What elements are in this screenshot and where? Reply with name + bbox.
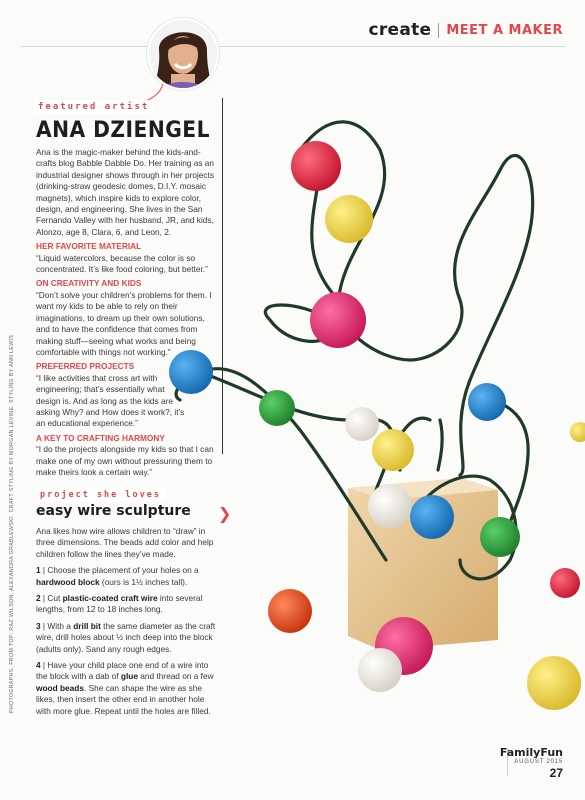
step-text: | Choose the placement of your holes on a bbox=[40, 565, 199, 576]
step-number: 3 bbox=[36, 620, 41, 631]
step bbox=[36, 660, 216, 717]
section-label: MEET A MAKER bbox=[446, 22, 563, 38]
project-intro: Ana likes how wire allows children to “draw” in three dimensions. The beads add color and help children follow the lines they’ve made. bbox=[36, 526, 214, 559]
project-title: easy wire sculpture bbox=[36, 503, 191, 519]
section-text: “Liquid watercolors, because the color is so concentrated. It’s like food coloring, but better.” bbox=[36, 252, 208, 275]
section-text: “I do the projects alongside my kids so that I can make one of my own without pressuring them to make theirs look a certain way.” bbox=[36, 444, 214, 477]
step-material: plastic-coated craft wire bbox=[62, 593, 158, 604]
step-number: 2 bbox=[36, 593, 41, 604]
magazine-brand: FamilyFun bbox=[499, 746, 563, 759]
issue-date: AUGUST 2015 bbox=[514, 759, 563, 765]
artist-intro: Ana is the magic-maker behind the kids-and-crafts blog Babble Dabble Do. Her training as an industrial designer shows through in her projects (drinking-straw geodesic domes, D.I.Y. mosaic magnets), which inspire kids to explore color, design, and engineering. She lives in the San Fernando Valley with her husband, JR, and kids, Alonzo, age 8, Clara, 6, and Leon, 2. bbox=[36, 147, 215, 237]
step bbox=[36, 593, 216, 616]
section-heading: A KEY TO CRAFTING HARMONY bbox=[36, 432, 165, 443]
chevron-right-icon: ❯ bbox=[218, 504, 232, 523]
step bbox=[36, 565, 216, 588]
project-body bbox=[36, 526, 216, 717]
artist-name: ANA DZIENGEL bbox=[36, 118, 210, 143]
step-text: into several lengths, from 12 to 18 inches long. bbox=[36, 593, 203, 615]
step-text: | Cut bbox=[40, 593, 63, 604]
project-tag: project she loves bbox=[36, 488, 165, 502]
section-script: create bbox=[368, 20, 432, 40]
step-material: wood beads bbox=[36, 682, 84, 693]
section-heading: ON CREATIVITY AND KIDS bbox=[36, 278, 142, 289]
step-text: | With a bbox=[40, 620, 74, 631]
step-text: . She can shape the wire as she likes, then insert the other end in another hole with more glue. Repeat until the holes are filled. bbox=[36, 682, 211, 716]
step-number: 1 bbox=[36, 565, 41, 576]
step-material: drill bit bbox=[73, 620, 101, 631]
section-heading: PREFERRED PROJECTS bbox=[36, 361, 135, 372]
step-text: and thread on a few bbox=[137, 671, 214, 682]
step-text: | Have your child place one end of a wire into the block with a dab of bbox=[36, 660, 209, 682]
step bbox=[36, 621, 216, 655]
step-number: 4 bbox=[36, 660, 41, 671]
step-text: the same diameter as the craft wire, drill holes about ½ inch deep into the block (adults only). Sand any rough edges. bbox=[36, 620, 216, 654]
step-material: hardwood block bbox=[36, 576, 100, 587]
photo-credit: PHOTOGRAPHS, FROM TOP: RAZ WILSON; ALEXANDRA GRABLEWSKI. CRAFT STYLING BY MORGAN LEVINE. STYLING BY ANN LEWIS bbox=[9, 334, 15, 713]
featured-tag: featured artist bbox=[34, 100, 153, 114]
section-heading: HER FAVORITE MATERIAL bbox=[36, 241, 142, 252]
page-number: 27 bbox=[549, 766, 563, 780]
step-material: glue bbox=[120, 671, 138, 682]
section-text: “Don’t solve your children’s problems for them. I want my kids to be able to rely on their imaginations, to dream up their own solutions, and to have the confidence that comes from making stuff—seeing what works and being comfortable with things not working.” bbox=[36, 289, 212, 357]
step-text: (ours is 1½ inches tall). bbox=[99, 576, 188, 587]
section-text: “I like activities that cross art with engineering; that’s essentially what design is. And as long as the kids are asking Why? and How does it work?, it’s an educational experience.” bbox=[36, 372, 185, 429]
column-rule bbox=[222, 98, 223, 454]
featured-body bbox=[36, 147, 218, 478]
